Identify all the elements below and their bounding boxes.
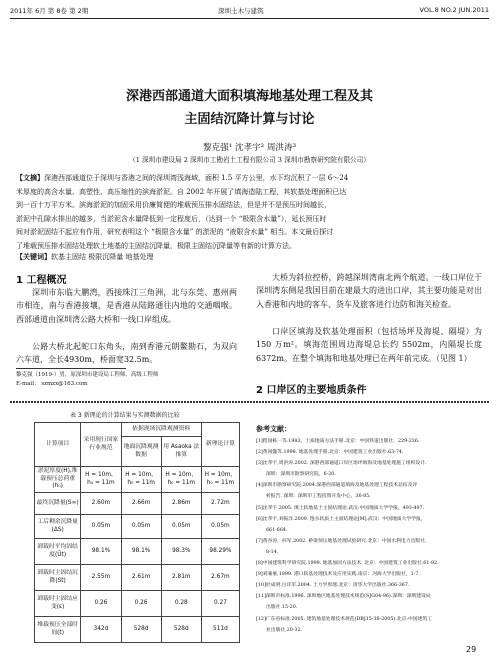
affiliation: （1 深圳市建设局 2 深圳市工勘岩土工程有限公司 3 深圳市勘察研究院有限公司） [129,156,370,164]
page-number: 29 [466,645,477,654]
th-field-sub2: 用 Asaoka 法推算 [161,437,201,467]
right-col-para-1: 大桥为斜拉控桥，跨越深圳湾南北两个航道。一线口岸位于深圳湾东侧是我国目前在建最大的进出口岸，其主要功能是对出入香港和内地的客车、货车及旅客进行边防和海关检查。 [256,273,482,309]
table-row [35,493,240,515]
comparison-table [34,422,240,643]
row-label: 卸载时主固结沉降(St) [35,565,81,591]
authors: 黎克强¹ 沈孝宇² 周洪涛³ [202,143,297,153]
reference-item: [4]深圳市勘察研究院.2004.深港西部通道填海及地基处理工程技术总结及评 [256,483,418,489]
reference-item: 深圳：深圳市勘察研究院，6-20. [266,472,336,478]
reference-item: 出版社.15-20. [266,605,298,611]
row-label: 最终沉降量(S∞) [35,493,81,515]
reference-item: [2]黄国懿等.1998. 地基处理手册.北京：中国建筑工业出版社.63-74. [256,450,404,456]
abstract-line: 深港西部通道位于深圳与香港之间的深圳湾浅海域，面积 1.5 平方公里，水下均沉积了一层 6～24 [44,174,349,182]
abstract-line: 米厚度的高含水量、高塑性、高压缩性的滨海淤泥。自 2002 年开展了填海造陆工程，其软基处理面积已达 [16,187,347,196]
footnote [16,371,237,388]
cell: 342d [81,617,121,643]
cell: 2.60m [81,493,121,515]
header-rule [10,18,489,19]
cell: 98.29% [201,539,239,565]
abstract-line: 间对淤泥固结不起应有作用，研究表明这个 “极限含水量” 的淤泥的 “液限含水量” 相当。本文最后探讨 [16,228,334,237]
table-row [35,591,240,617]
reference-item: [11]深圳市标准.1996. 深圳地区地基处理技术规范(SJG04-96).深圳：深圳建设局 [256,594,431,600]
article-title-line1: 深港西部通道大面积填海地基处理工程及其 [125,89,373,104]
cell: 98.1% [121,539,161,565]
cell: 0.26 [81,591,121,617]
reference-item: [1]程国栋一等.1983。土质地质方法手册.北京：中国铁道出版社，229-236. [256,439,420,444]
cell: 2.81m [161,565,201,591]
th-field-sub1: 地面沉降观测数据 [121,437,161,467]
reference-item: 业出版社,20-32. [266,627,303,633]
th-field-group: 依据现场沉降观测资料 [121,423,201,437]
abstract-line: 了堆载预压排水固结处理软土地基的主固结沉降量，极限主固结沉降量等有新的计算方法。 [16,241,296,250]
running-header [10,6,489,16]
keywords-label: 【关键词】 [16,253,51,261]
reference-item: [8]中国建筑科学研究院.1999. 地基加固方法技术. 北京：中国建筑工业出版社,61-92. [256,561,439,567]
reference-item: 8-14. [266,549,279,555]
cell: 98.1% [81,539,121,565]
cell: H = 10m，h₀ = 11m [161,467,201,493]
row-label: 工后剩余沉降量(ΔS) [35,515,81,539]
table-row [35,617,240,643]
separator-stripe [10,401,489,403]
cell: 2.61m [121,565,161,591]
keywords [16,252,482,262]
row-label: 卸载时平均固结度(Ūt) [35,539,81,565]
section-1-title: 1 工程概况 [16,275,67,286]
cell: 2.67m [201,565,239,591]
reference-item: [6]沈孝宇,刘振洋.2009. 饱水软质土主固结理论[M].武汉：中国地质大学学报， [256,516,426,522]
cell: 528d [161,617,201,643]
table-row [35,565,240,591]
abstract-line: 淤泥中孔隙水排出的越多，当淤泥含水量降低到一定程度后，（达到一个 “极限含水量”），延长预压时 [16,214,327,223]
cell: 0.05m [121,515,161,539]
table-row [35,539,240,565]
cell: 0.27 [201,591,239,617]
reference-item: [10]杜成明.白洋军.2004. 土力学原理.北京：清华大学出版社.366-367. [256,583,410,589]
section-1-para-2: 公路大桥北起蛇口东角头，南到香港元朗鳌勘石，为双向六车道，全长4930m，桥面宽32.5m。 [16,342,237,365]
row-label: 卸载时主固结应变(ε) [35,591,81,617]
right-col-para-2: 口岸区填海及软基处理面积（包括场坪及海堤、隔堤）为 150 万m²。填海范围周边海堤总长约 5502m，内隔堤长度 6372m。在整个填海和地基处理已在两年前完成。（见图 1） [256,327,482,363]
reference-item: 析报告. 深圳：深圳市工程投资开发中心，36-85. [266,494,371,500]
row-label: 淤泥厚度(H),堆载预压总荷重(h₀) [35,467,81,493]
cell: H = 10m，h₀ = 11m [81,467,121,493]
footnote-email: E-mail： szmzx@163.com [16,380,88,387]
reference-item: [7]黄谷涛，何军.2002. 桥梁预压地基处理试验研究.北京：中国水利电力出版社， [256,538,430,544]
reference-item: 661-664. [266,527,288,533]
abstract-label: 【文摘】 [16,174,44,182]
cell: 2.66m [121,493,161,515]
cell: H = 10m，h₀ = 11m [121,467,161,493]
reference-item: [3]沈孝宇,周洪涛.2002. 深港西部通道口岸区场坪填海及地基处理施工组织设计. [256,461,427,467]
section-2-title: 2 口岸区的主要地质条件 [256,385,367,396]
cell: 2.86m [161,493,201,515]
abstract-line: 到一百十万平方米。滨海淤泥的加固采用价廉简便的堆载预压排水固结法，但是并不是预压时间越长， [16,201,331,210]
keywords-text: 软基主固结 极限沉降量 地基处理 [51,253,154,261]
table-row [35,515,240,539]
cell: 0.28 [161,591,201,617]
cell: 98.3% [161,539,201,565]
header-issue: 2011年 6月 第 8卷 第 2期 [10,7,89,15]
header-volume: VOL.8 NO.2 JUN.2011 [419,6,489,14]
row-label: 堆载预压全部时间(t) [35,617,81,643]
cell: 0.26 [121,591,161,617]
th-new-theory: 新理论计算 [201,423,239,467]
article-title-line2: 主固结沉降计算与讨论 [184,112,315,127]
th-item: 计算项目 [35,423,81,467]
table-row [35,467,240,493]
th-method-a: 采用现行国家行业规范 [81,423,121,467]
reference-item: [9]刘兼豪,1999. 港口软基处理技术及应用实践.南京：河海大学出版社，1-7. [256,572,420,578]
cell: 511d [201,617,239,643]
cell: H = 10m，h₀ = 11m [201,467,239,493]
cell: 528d [121,617,161,643]
abstract [16,172,482,254]
cell: 0.05m [201,515,239,539]
cell: 2.55m [81,565,121,591]
references-title: 参考文献： [256,425,291,433]
section-1-para-1: 深圳市东临大鹏湾，西接珠江三角洲，北与东莞、惠州两市相连，南与香港接壤，是香港从陆路通往内地的交通咽喉。西部通道由深圳湾公路大桥和一线口岸组成。 [16,288,237,324]
cell: 0.05m [81,515,121,539]
footnote-rule [16,368,126,369]
references-list [256,436,484,636]
reference-item: [12]广东省标准.2005. 建筑地基处理技术规范(DBJ15-38-2005).北京:中国建筑工 [256,616,432,622]
table-caption: 表 3 新理论的计算结果与实测数据的比较 [70,412,180,419]
cell: 0.05m [161,515,201,539]
header-journal: 深圳土木与建筑 [218,7,264,15]
cell: 2.72m [201,493,239,515]
reference-item: [5]沈孝宇.2005. 填土软地基土主固结理论.武汉:中国地质大学学报，493-497. [256,505,425,511]
footnote-author: 黎克强（1919-）男，原深圳市建设局工程师，高级工程师 [16,372,159,378]
